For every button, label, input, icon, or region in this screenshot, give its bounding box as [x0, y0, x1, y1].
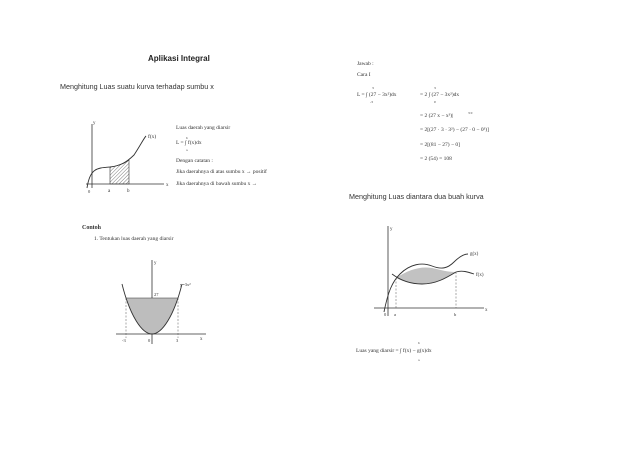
- tick-b-label: b: [454, 312, 457, 317]
- curve-label: y=3x²: [180, 282, 191, 287]
- value-27-label: 27: [154, 292, 159, 297]
- tick-neg3-label: -3: [122, 338, 126, 343]
- example-item: 1. Tentukan luas daerah yang diarsir: [94, 236, 174, 242]
- tick-a-label: a: [394, 312, 396, 317]
- origin-label: 0: [88, 189, 91, 194]
- answer-jawab: Jawab :: [357, 61, 374, 67]
- note-title: Dengan catatan :: [176, 158, 213, 164]
- answer-line1-upper: 3: [372, 86, 374, 90]
- x-axis-label: x: [485, 308, 488, 313]
- between-curves-formula: Luas yang diarsir = ∫ f(x) − g(x)dx: [356, 348, 432, 354]
- g-curve-label: g(x): [470, 252, 479, 257]
- section-heading-area-two-curves: Menghitung Luas diantara dua buah kurva: [349, 192, 484, 201]
- curve-label: f(x): [148, 134, 157, 140]
- answer-line4: = 2[(81 − 27) − 0]: [420, 142, 461, 148]
- y-axis-label: y: [154, 261, 157, 266]
- y-axis-label: y: [390, 227, 393, 232]
- area-under-curve-figure: [82, 118, 172, 200]
- section-heading-area-x-axis: Menghitung Luas suatu kurva terhadap sumbu x: [60, 82, 214, 91]
- x-axis-label: x: [200, 337, 203, 342]
- tick-a-label: a: [108, 189, 111, 194]
- answer-line3: = 2[(27 · 3 · 3²) − (27 · 0 − 0³)]: [420, 127, 489, 133]
- answer-line5: = 2 (54) = 108: [420, 156, 452, 162]
- answer-line2-limits: 3 0: [468, 111, 473, 115]
- answer-line1-right-upper: 3: [434, 86, 436, 90]
- answer-cara: Cara I: [357, 72, 371, 78]
- between-curves-formula-upper: b: [418, 341, 420, 345]
- answer-line1-lower: -3: [370, 100, 373, 104]
- page-title: Aplikasi Integral: [148, 54, 210, 63]
- formula-upper-limit: b: [186, 136, 188, 140]
- parabola-example-figure: [112, 256, 208, 348]
- answer-line2: = 2 (27 x − x³)|: [420, 113, 454, 119]
- answer-line1-left: L = ∫ (27 − 3x²)dx: [357, 92, 397, 98]
- note-negative: Jika daerahnya di bawah sumbu x →: [176, 181, 258, 187]
- tick-b-label: b: [127, 189, 130, 194]
- y-axis-label: y: [93, 121, 96, 126]
- example-heading: Contoh: [82, 225, 102, 231]
- x-axis-label: x: [166, 183, 169, 188]
- area-between-curves-figure: [364, 222, 494, 324]
- area-heading: Luas daerah yang diarsir: [176, 125, 231, 131]
- shaded-region: [110, 160, 129, 184]
- formula-lower-limit: a: [186, 148, 188, 152]
- area-formula: L = ∫ f(x)dx: [176, 140, 202, 146]
- answer-line1-right: = 2 ∫ (27 − 3x²)dx: [420, 92, 460, 98]
- answer-line1-right-lower: 0: [434, 100, 436, 104]
- between-curves-formula-lower: a: [418, 358, 420, 362]
- tick-3-label: 3: [176, 338, 179, 343]
- origin-label: 0: [384, 312, 387, 317]
- tick-0-label: 0: [148, 338, 151, 343]
- f-curve-label: f(x): [476, 273, 484, 278]
- note-positive: Jika daerahnya di atas sumbu x → positif: [176, 169, 267, 175]
